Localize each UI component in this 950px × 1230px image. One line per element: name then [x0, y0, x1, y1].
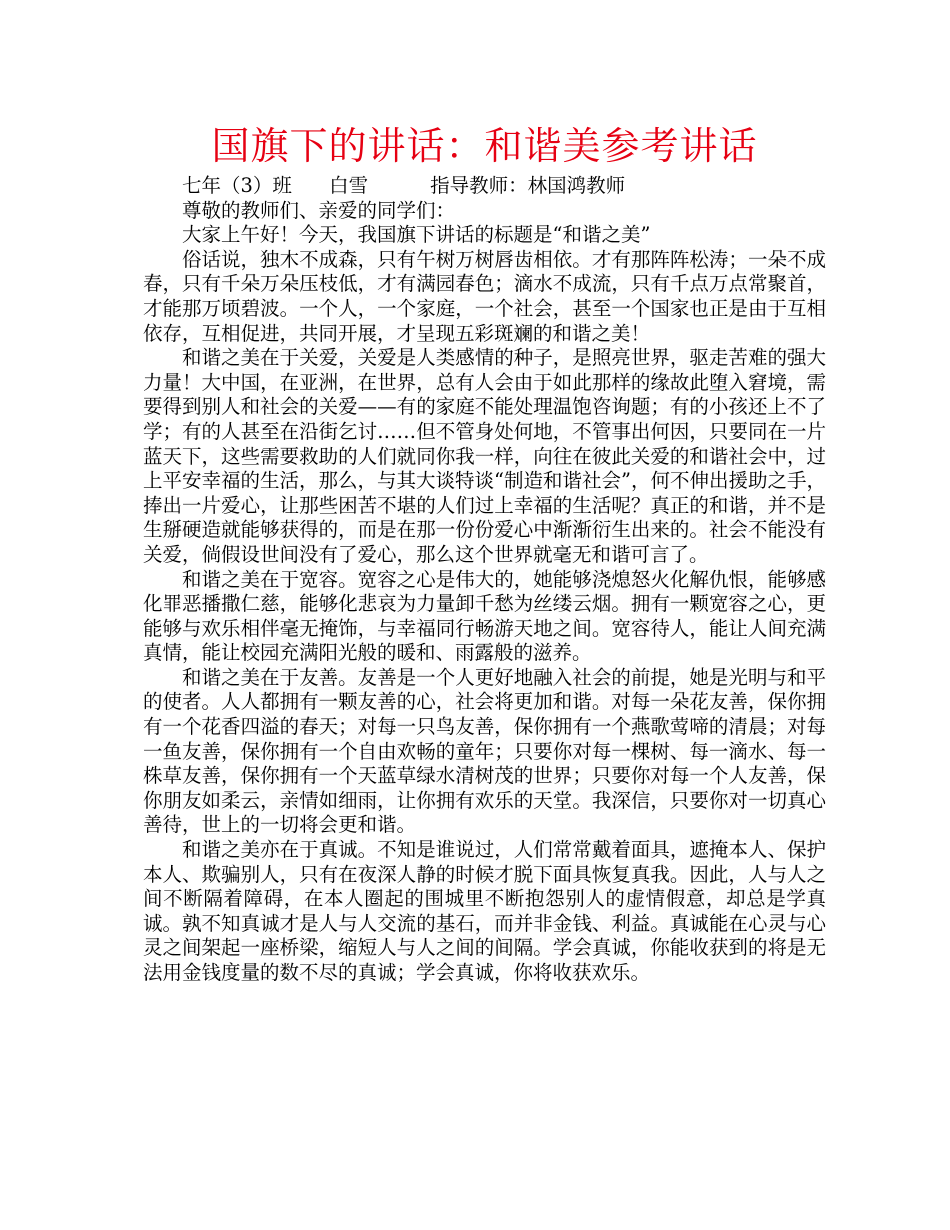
document-title: 国旗下的讲话：和谐美参考讲话 [211, 124, 758, 168]
paragraph-intro: 俗话说，独木不成森，只有午树万树唇齿相依。才有那阵阵松涛；一朵不成春，只有千朵万朵压枝低，才有满园春色；滴水不成流，只有千点万点常聚首，才能那万顷碧波。一个人，一个家庭，一个社会，甚至一个国家也正是由于互相依存，互相促进，共同开展，才呈现五彩斑斓的和谐之美！ [143, 247, 826, 345]
paragraph-care: 和谐之美在于关爱，关爱是人类感情的种子，是照亮世界，驱走苦难的强大力量！大中国，在亚洲，在世界，总有人会由于如此那样的缘故此堕入窘境，需要得到别人和社会的关爱——有的家庭不能处理温饱咨询题；有的小孩还上不了学；有的人甚至在沿街乞讨……但不管身处何地，不管事出何因，只要同在一片蓝天下，这些需要救助的人们就同你我一样，向往在彼此关爱的和谐社会中，过上平安幸福的生活，那么，与其大谈特谈“制造和谐社会”，何不伸出援助之手，捧出一片爱心，让那些困苦不堪的人们过上幸福的生活呢？真正的和谐，并不是生掰硬造就能够获得的，而是在那一份份爱心中渐渐衍生出来的。社会不能没有关爱，倘假设世间没有了爱心，那么这个世界就毫无和谐可言了。 [143, 346, 826, 566]
byline: 七年（3）班 白雪 指导教师：林国鸿教师 [182, 174, 626, 197]
paragraph-kindness: 和谐之美在于友善。友善是一个人更好地融入社会的前提，她是光明与和平的使者。人人都拥有一颗友善的心，社会将更加和谐。对每一朵花友善，保你拥有一个花香四溢的春天；对每一只鸟友善，保你拥有一个燕歌莺啼的清晨；对每一鱼友善，保你拥有一个自由欢畅的童年；只要你对每一棵树、每一滴水、每一株草友善，保你拥有一个天蓝草绿水清树茂的世界；只要你对每一个人友善，保你朋友如柔云，亲情如细雨，让你拥有欢乐的天堂。我深信，只要你对一切真心善待，世上的一切将会更和谐。 [143, 665, 826, 837]
document-body [143, 174, 826, 986]
document-page [143, 118, 826, 986]
paragraph-tolerance: 和谐之美在于宽容。宽容之心是伟大的，她能够浇熄怒火化解仇恨，能够感化罪恶播撒仁慈，能够化悲哀为力量卸千愁为丝缕云烟。拥有一颗宽容之心，更能够与欢乐相伴毫无掩饰，与幸福同行畅游天地之间。宽容待人，能让人间充满真情，能让校园充满阳光般的暖和、雨露般的滋养。 [143, 567, 826, 665]
salutation: 尊敬的教师们、亲爱的同学们： [182, 198, 456, 222]
greeting: 大家上午好！今天，我国旗下讲话的标题是“和谐之美” [182, 223, 651, 247]
paragraph-sincerity: 和谐之美亦在于真诚。不知是谁说过，人们常常戴着面具，遮掩本人、保护本人、欺骗别人，只有在夜深人静的时候才脱下面具恢复真我。因此，人与人之间不断隔着障碍，在本人圈起的围城里不断抱怨别人的虚情假意，却总是学真诚。孰不知真诚才是人与人交流的基石，而并非金钱、利益。真诚能在心灵与心灵之间架起一座桥梁，缩短人与人之间的间隔。学会真诚，你能收获到的将是无法用金钱度量的数不尽的真诚；学会真诚，你将收获欢乐。 [143, 838, 826, 984]
